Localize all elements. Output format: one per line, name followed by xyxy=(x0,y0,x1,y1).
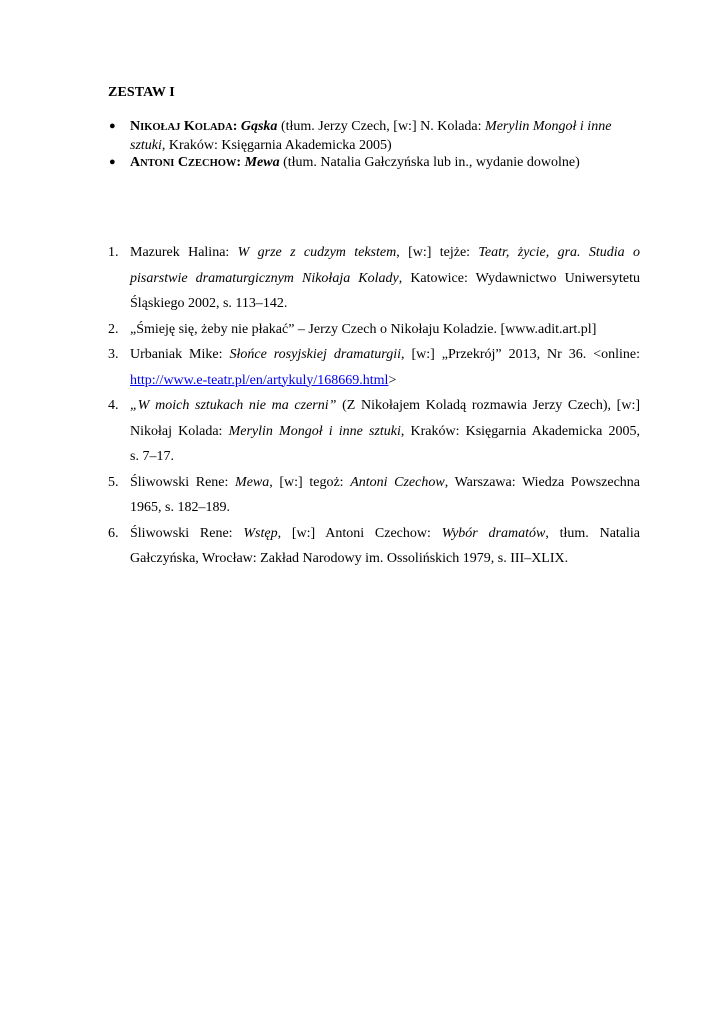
bibliography-list xyxy=(108,240,640,572)
bullet-icon: ● xyxy=(109,120,116,132)
bibliography-item: 3. Urbaniak Mike: Słońce rosyjskiej dramaturgii, [w:] „Przekrój” 2013, Nr 36. <online: http://www.e-teatr.pl/en/artykuly/168669.html> xyxy=(108,347,641,388)
list-item: ● NIKOŁAJ KOLADA: Gąska (tłum. Jerzy Czech, [w:] N. Kolada: Merylin Mongoł i inne sztuki, Kraków: Księgarnia Akademicka 2005) xyxy=(109,119,612,153)
bibliography-item: 1. Mazurek Halina: W grze z cudzym tekstem, [w:] tejże: Teatr, życie, gra. Studia o pisarstwie dramaturgicznym Nikołaja Kolady, Katowice: Wydawnictwo Uniwersytetu Śląskiego 2002, s. 113–142. xyxy=(108,245,640,311)
bibliography-item: 4. „W moich sztukach nie ma czerni” (Z Nikołajem Koladą rozmawia Jerzy Czech), [w:] Nikołaj Kolada: Merylin Mongoł i inne sztuki, Kraków: Księgarnia Akademicka 2005, s. 7–17. xyxy=(108,398,641,464)
article-link[interactable]: http://www.e-teatr.pl/en/artykuly/168669.html xyxy=(130,372,389,388)
list-item: ● ANTONI CZECHOW: Mewa (tłum. Natalia Gałczyńska lub in., wydanie dowolne) xyxy=(109,155,580,170)
reading-list xyxy=(108,118,640,173)
bibliography-item: 5. Śliwowski Rene: Mewa, [w:] tegoż: Antoni Czechow, Warszawa: Wiedza Powszechna 1965, s. 182–189. xyxy=(108,474,641,515)
work-title: Mewa xyxy=(244,155,280,170)
bullet-icon: ● xyxy=(109,156,116,168)
page-title: ZESTAW I xyxy=(108,85,175,100)
work-title: Gąska xyxy=(240,119,278,134)
author-name: ANTONI CZECHOW: xyxy=(130,155,242,170)
bibliography-item: 6. Śliwowski Rene: Wstęp, [w:] Antoni Czechow: Wybór dramatów, tłum. Natalia Gałczyńska, Wrocław: Zakład Narodowy im. Ossolińskich 1979, s. III–XLIX. xyxy=(108,525,641,566)
author-name: NIKOŁAJ KOLADA: xyxy=(130,119,238,134)
bibliography-item: 2. „Śmieję się, żeby nie płakać” – Jerzy Czech o Nikołaju Koladzie. [www.adit.art.pl] xyxy=(108,321,597,337)
